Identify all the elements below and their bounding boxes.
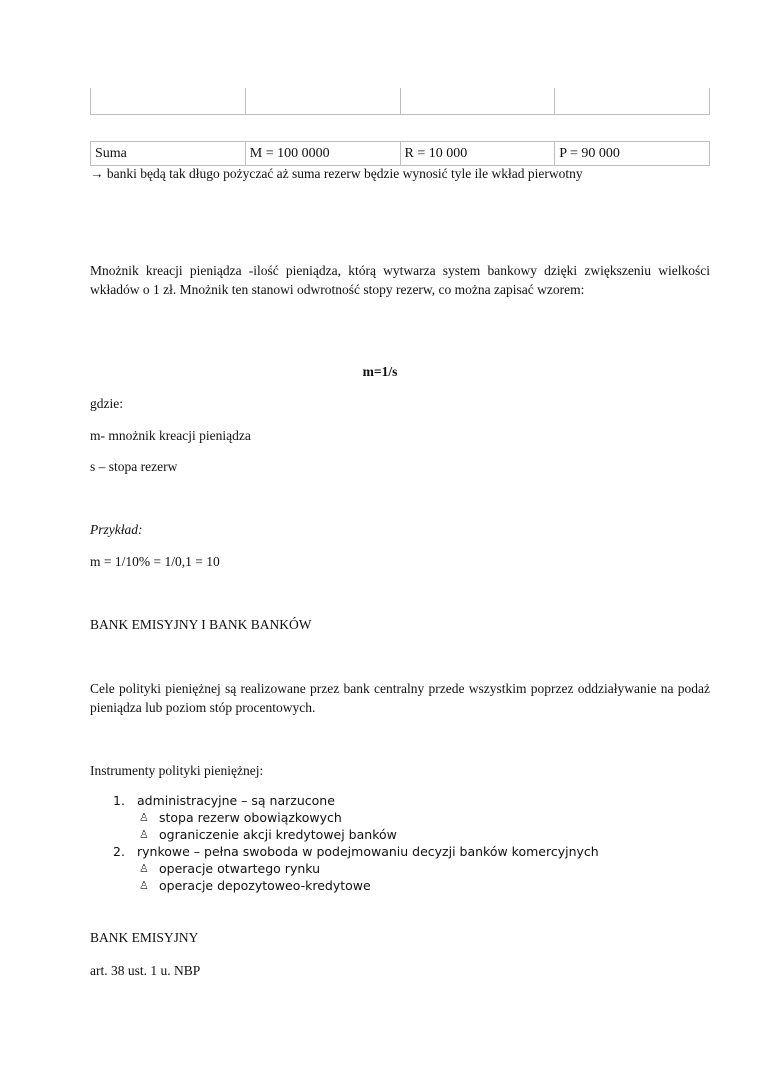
sum-m-cell: M = 100 0000 bbox=[245, 142, 400, 166]
legend-s: s – stopa rezerw bbox=[90, 459, 178, 474]
list-item bbox=[90, 843, 710, 894]
example-formula: m = 1/10% = 1/0,1 = 10 bbox=[90, 554, 220, 569]
list-item-label: rynkowe – pełna swoboda w podejmowaniu decyzji banków komercyjnych bbox=[137, 844, 599, 859]
table-cell bbox=[555, 88, 710, 115]
sub-list-item bbox=[137, 826, 710, 843]
sub-list-item-label: stopa rezerw obowiązkowych bbox=[159, 810, 342, 825]
list-item-label: administracyjne – są narzucone bbox=[137, 793, 335, 808]
pawn-bullet-icon: ♙ bbox=[139, 811, 149, 824]
list-number: 2. bbox=[113, 844, 125, 859]
sub-list-item-label: operacje depozytoweo-kredytowe bbox=[159, 878, 371, 893]
sum-label-cell: Suma bbox=[91, 142, 246, 166]
formula: m=1/s bbox=[362, 364, 398, 379]
top-table bbox=[90, 88, 710, 115]
policy-goals-paragraph: Cele polityki pieniężnej są realizowane przez bank centralny przede wszystkim poprzez oddziaływanie na podaż pieniądza lub poziom stóp procentowych. bbox=[90, 681, 710, 715]
section-heading: BANK EMISYJNY bbox=[90, 930, 199, 945]
instruments-title: Instrumenty polityki pieniężnej: bbox=[90, 763, 264, 778]
legend-m: m- mnożnik kreacji pieniądza bbox=[90, 428, 251, 443]
sub-list bbox=[137, 860, 710, 894]
sum-r-cell: R = 10 000 bbox=[400, 142, 555, 166]
multiplier-definition: Mnożnik kreacji pieniądza -ilość pieniądza, którą wytwarza system bankowy dzięki zwiększeniu wielkości wkładów o 1 zł. Mnożnik ten stanowi odwrotność stopy rezerw, co można zapisać wzorem: bbox=[90, 263, 710, 297]
list-number: 1. bbox=[113, 793, 125, 808]
instruments-list bbox=[90, 792, 710, 894]
table-cell bbox=[400, 88, 555, 115]
article-reference: art. 38 ust. 1 u. NBP bbox=[90, 963, 201, 978]
sub-list bbox=[137, 809, 710, 843]
pawn-bullet-icon: ♙ bbox=[139, 879, 149, 892]
table-row bbox=[91, 88, 710, 115]
sum-table bbox=[90, 141, 710, 166]
table-cell bbox=[91, 88, 246, 115]
example-label: Przykład: bbox=[90, 522, 143, 537]
sub-list-item bbox=[137, 877, 710, 894]
list-item bbox=[90, 792, 710, 843]
pawn-bullet-icon: ♙ bbox=[139, 862, 149, 875]
sub-list-item-label: operacje otwartego rynku bbox=[159, 861, 321, 876]
sub-list-item-label: ograniczenie akcji kredytowej banków bbox=[159, 827, 397, 842]
sum-p-cell: P = 90 000 bbox=[555, 142, 710, 166]
sub-list-item bbox=[137, 860, 710, 877]
arrow-note: → banki będą tak długo pożyczać aż suma rezerw będzie wynosić tyle ile wkład pierwotny bbox=[90, 166, 583, 181]
table-row bbox=[91, 142, 710, 166]
sub-list-item bbox=[137, 809, 710, 826]
section-heading: BANK EMISYJNY I BANK BANKÓW bbox=[90, 617, 312, 632]
pawn-bullet-icon: ♙ bbox=[139, 828, 149, 841]
where-label: gdzie: bbox=[90, 396, 123, 411]
table-cell bbox=[245, 88, 400, 115]
